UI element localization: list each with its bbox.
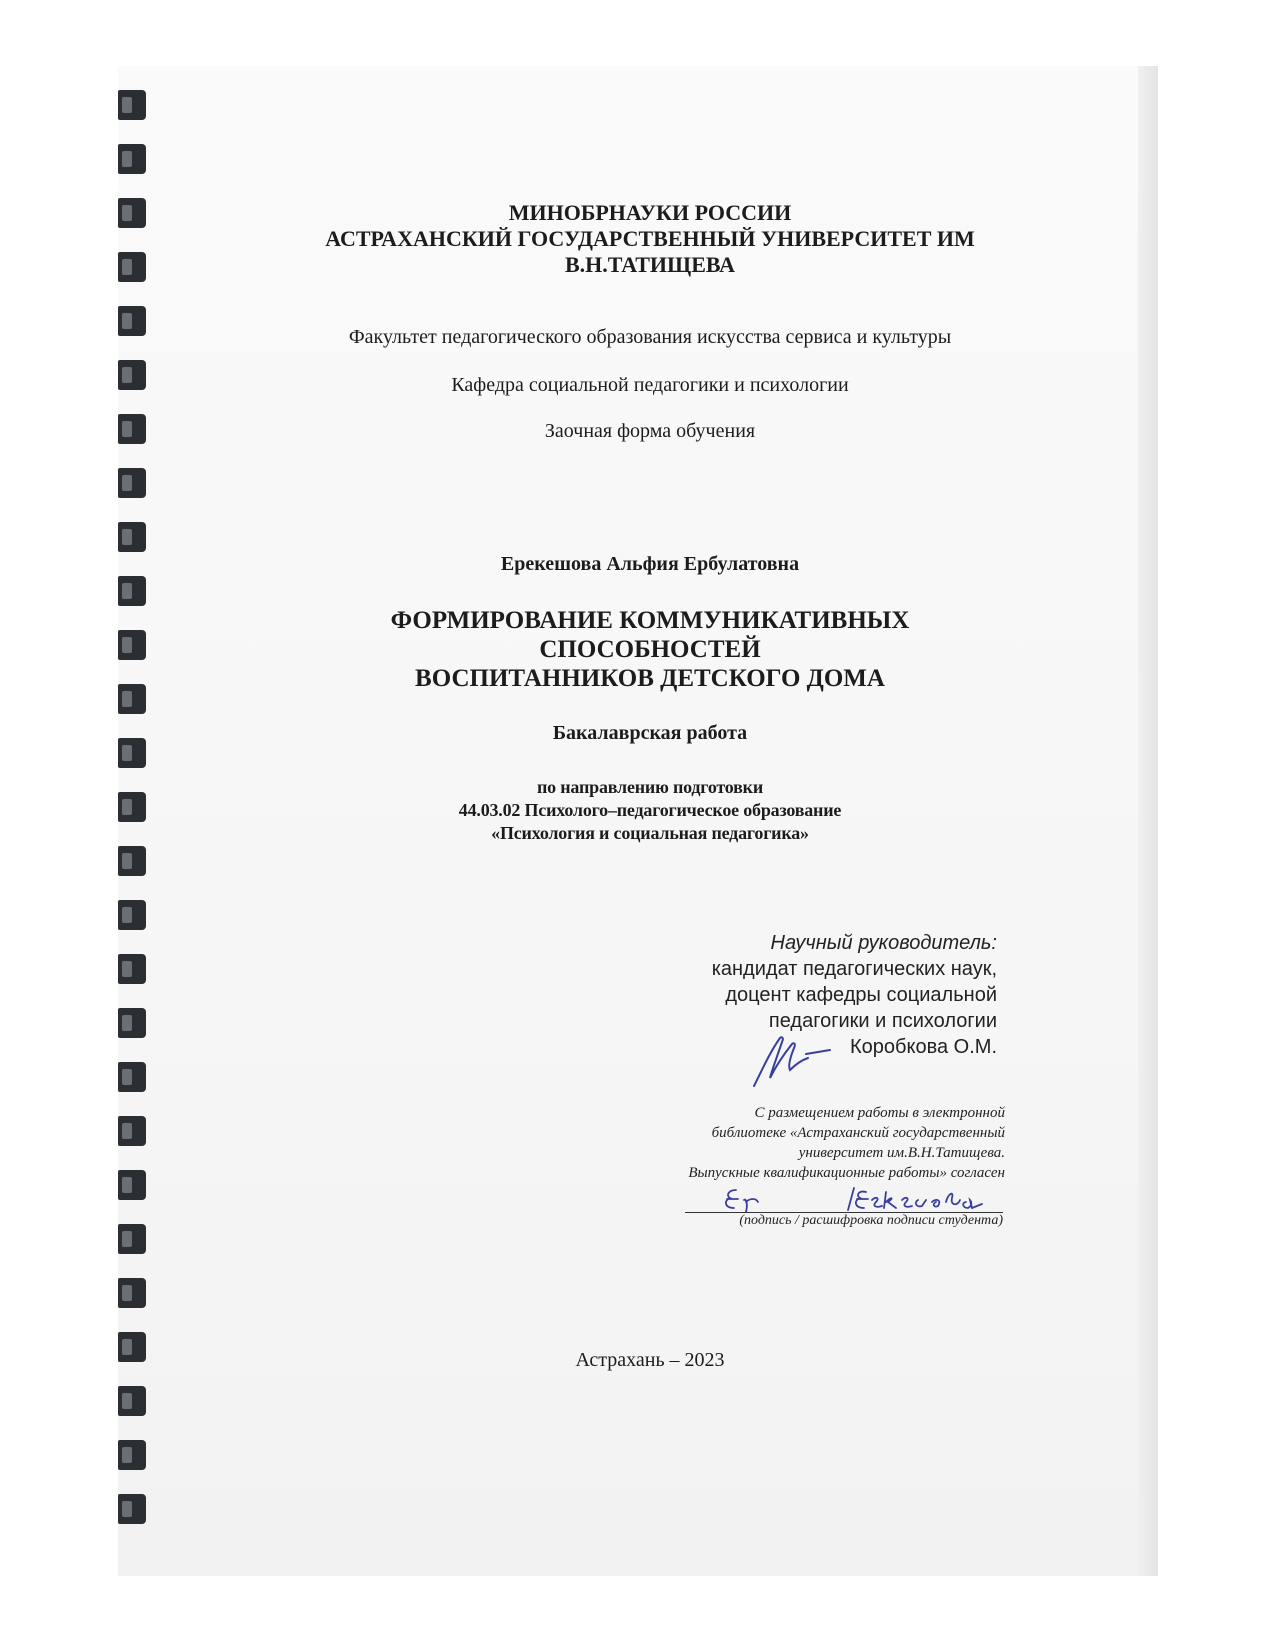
faculty-name: Факультет педагогического образования искусства сервиса и культуры	[348, 326, 952, 348]
consent-line: Выпускные квалификационные работы» согласен	[688, 1165, 1005, 1181]
supervisor-name: Коробкова О.М.	[850, 1036, 997, 1058]
library-consent	[445, 1103, 1005, 1183]
direction-code-line: 44.03.02 Психолого–педагогическое образование	[458, 800, 842, 820]
supervisor-signature	[740, 1030, 850, 1090]
institution-header	[150, 200, 1150, 278]
study-direction	[150, 776, 1150, 845]
supervisor-degree: кандидат педагогических наук,	[711, 958, 997, 980]
consent-line: университет им.В.Н.Татищева.	[798, 1145, 1005, 1161]
thesis-title	[150, 606, 1150, 693]
thesis-title-line: СПОСОБНОСТЕЙ	[539, 636, 761, 663]
city-year: Астрахань – 2023	[575, 1349, 725, 1371]
consent-line: С размещением работы в электронной	[754, 1105, 1005, 1121]
supervisor-position: доцент кафедры социальной	[725, 984, 997, 1006]
student-name-handwritten	[842, 1180, 992, 1216]
supervisor-department: педагогики и психологии	[768, 1010, 997, 1032]
author-name: Ерекешова Альфия Ербулатовна	[500, 553, 800, 575]
study-form: Заочная форма обучения	[544, 420, 756, 442]
work-type: Бакалаврская работа	[552, 722, 748, 744]
department-name: Кафедра социальной педагогики и психологии	[451, 374, 849, 396]
consent-line: библиотеке «Астраханский государственный	[711, 1125, 1005, 1141]
ministry-line: МИНОБРНАУКИ РОССИИ	[508, 200, 792, 225]
direction-line: по направлению подготовки	[536, 777, 764, 797]
university-name-line: В.Н.ТАТИЩЕВА	[564, 252, 736, 277]
student-signature	[718, 1182, 798, 1216]
supervisor-role: Научный руководитель:	[770, 932, 997, 954]
university-line: АСТРАХАНСКИЙ ГОСУДАРСТВЕННЫЙ УНИВЕРСИТЕТ ИМ	[325, 226, 975, 251]
thesis-title-line: ВОСПИТАННИКОВ ДЕТСКОГО ДОМА	[415, 665, 885, 692]
thesis-title-line: ФОРМИРОВАНИЕ КОММУНИКАТИВНЫХ	[390, 607, 910, 634]
direction-profile-line: «Психология и социальная педагогика»	[491, 823, 809, 843]
signature-caption: (подпись / расшифровка подписи студента)	[739, 1213, 1003, 1228]
